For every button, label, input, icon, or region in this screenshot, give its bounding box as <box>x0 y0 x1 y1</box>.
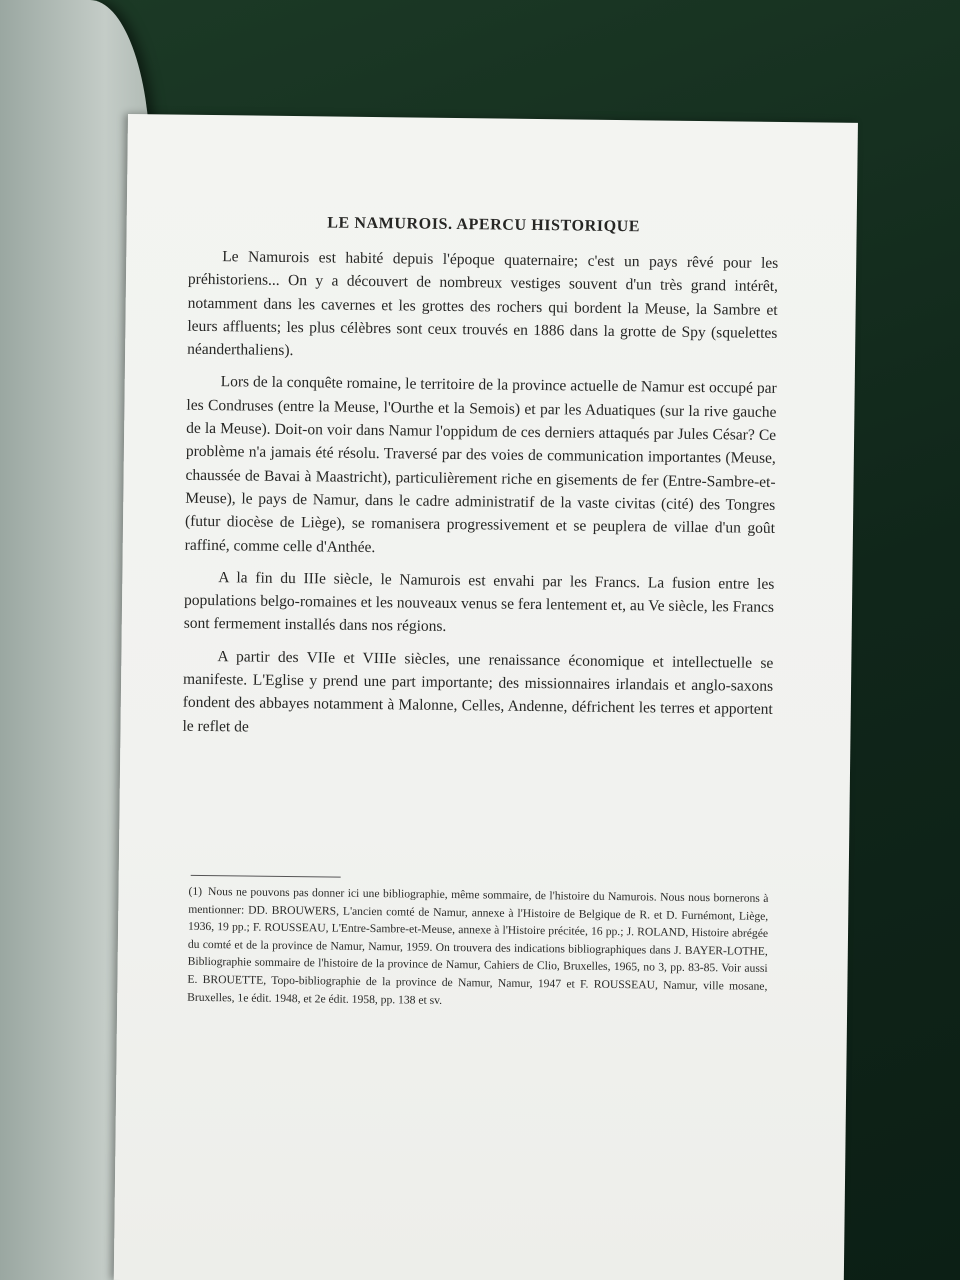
page-content <box>182 213 778 754</box>
book-page <box>114 114 858 1280</box>
paragraph-1: Le Namurois est habité depuis l'époque quaternaire; c'est un pays rêvé pour les préhistoriens... On y a découvert de nombreux vestiges souvent d'un très grand intérêt, notamment dans les cavernes et les grottes des rochers qui bordent la Meuse, la Sambre et leurs affluents; les plus célèbres sont ceux trouvés en 1886 dans la grotte de Spy (squelettes néanderthaliens). <box>187 248 779 360</box>
footnote-marker: (1) <box>188 884 203 898</box>
paragraph-4: A partir des VIIe et VIIIe siècles, une renaissance économique et intellectuelle se manifeste. L'Eglise y prend une part importante; des missionnaires irlandais et anglo-saxons fondent des abbayes notamment à Malonne, Celles, Andenne, défrichent les terres et apportent le reflet de <box>182 647 774 736</box>
footnote-text: Nous ne pouvons pas donner ici une bibliographie, même sommaire, de l'histoire du Namurois. Nous nous bornerons à mentionner: DD. BROUWERS, L'ancien comté de Namur, annexe à l'Histoire de Belgique de R. et D. Furnémont, Liège, 1936, 19 pp.; F. ROUSSEAU, L'Entre-Sambre-et-Meuse, annexe à l'Histoire précitée, 16 pp.; J. ROLAND, Histoire abrégée du comté et de la province de Namur, Namur, 1959. On trouvera des indications bibliographiques dans J. BAYER-LOTHE, Bibliographie sommaire de l'histoire de la province de Namur, Cahiers de Clio, Bruxelles, 1965, no 3, pp. 83-85. Voir aussi E. BROUETTE, Topo-bibliographie de la province de Namur, Namur, 1947 et F. ROUSSEAU, Namur, ville mosane, Bruxelles, 1e édit. 1948, et 2e édit. 1958, pp. 138 et sv. <box>187 885 769 1007</box>
footnote <box>187 883 768 1013</box>
paragraph-2: Lors de la conquête romaine, le territoire de la province actuelle de Namur est occupé par les Condruses (entre la Meuse, l'Ourthe et la Semois) et par les Aduatiques (sur la rive gauche de la Meuse). Doit-on voir dans Namur l'oppidum de ces derniers attaqués par Jules César? Ce problème n'a jamais été résolu. Traversé par des voies de communication importantes (Meuse, chaussée de Bavai à Maastricht), particulièrement riche en gisements de fer (Entre-Sambre-et-Meuse), le pays de Namur, dans le cadre administratif de la vaste civitas (cité) des Tongres (futur diocèse de Liège), se romanisera progressivement et se peuplera de villae d'un goût raffiné, comme celle d'Anthée. <box>184 373 777 556</box>
footnote-divider <box>191 875 341 878</box>
page-title: LE NAMUROIS. APERCU HISTORIQUE <box>327 214 641 236</box>
paragraph-3: A la fin du IIIe siècle, le Namurois est envahi par les Francs. La fusion entre les populations belgo-romaines et les nouveaux venus se fera lentement et, au Ve siècle, les Francs sont fermement installés dans nos régions. <box>183 568 775 636</box>
